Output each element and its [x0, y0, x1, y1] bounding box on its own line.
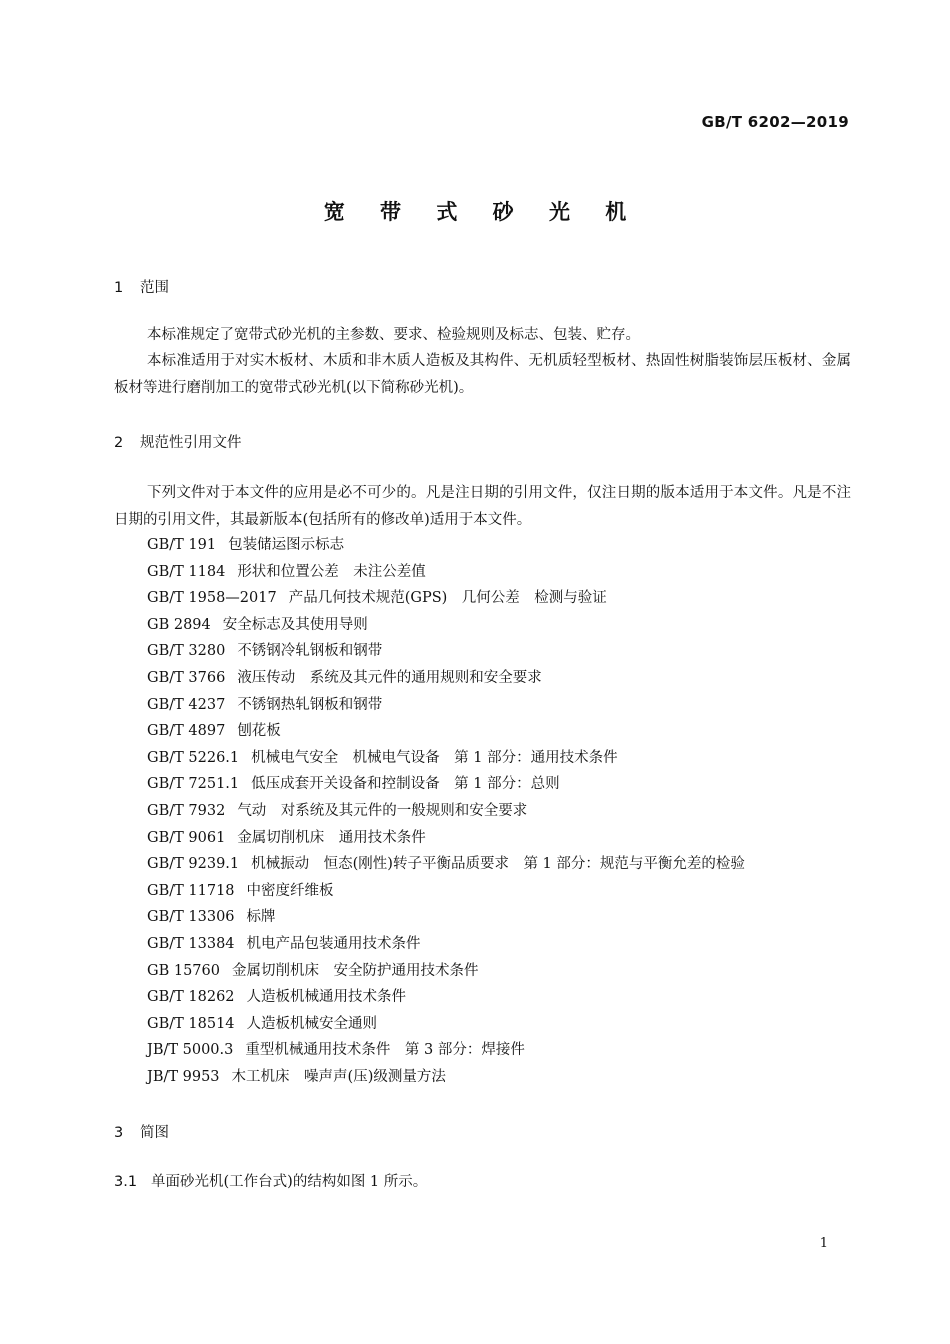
reference-code: GB/T 1184 [147, 563, 226, 580]
reference-item [147, 984, 745, 1011]
reference-code: GB/T 9061 [147, 829, 226, 846]
document-title: 宽 带 式 砂 光 机 [323, 200, 641, 224]
reference-title: 安全标志及其使用导则 [222, 616, 368, 633]
reference-code: GB/T 191 [147, 537, 217, 553]
clause-3-1 [114, 1170, 427, 1191]
reference-title: 机械振动 恒态(刚性)转子平衡品质要求 第 1 部分：规范与平衡允差的检验 [251, 856, 745, 873]
reference-code: GB/T 4897 [147, 723, 226, 740]
reference-title: 金属切削机床 安全防护通用技术条件 [231, 962, 479, 979]
section-1-heading [114, 276, 169, 297]
scope-paragraph-2: 本标准适用于对实木板材、木质和非木质人造板及其构件、无机质轻型板材、热固性树脂装饰层压板材、金属板材等进行磨削加工的宽带式砂光机(以下简称砂光机)。 [114, 353, 851, 396]
reference-item [147, 559, 745, 586]
reference-title: 中密度纤维板 [246, 882, 334, 899]
reference-item [147, 904, 745, 931]
section-title: 规范性引用文件 [140, 435, 242, 451]
reference-title: 不锈钢热轧钢板和钢带 [237, 696, 383, 713]
reference-title: 产品几何技术规范(GPS) 几何公差 检测与验证 [288, 590, 607, 607]
section-number: 1 [114, 280, 124, 296]
reference-title: 重型机械通用技术条件 第 3 部分：焊接件 [245, 1042, 525, 1059]
reference-item [147, 771, 745, 798]
section-3-heading [114, 1121, 169, 1142]
reference-code: GB/T 7251.1 [147, 776, 240, 793]
reference-item [147, 665, 745, 692]
clause-number: 3.1 [114, 1174, 138, 1190]
reference-code: GB/T 1958—2017 [147, 590, 277, 607]
reference-title: 机电产品包装通用技术条件 [246, 935, 421, 952]
reference-item [147, 931, 745, 958]
reference-code: GB/T 3766 [147, 669, 226, 686]
reference-item [147, 745, 745, 772]
reference-title: 人造板机械通用技术条件 [246, 989, 407, 1006]
section-2-heading [114, 431, 242, 452]
reference-item [147, 612, 745, 639]
clause-text: 单面砂光机(工作台式)的结构如图 1 所示。 [151, 1174, 428, 1190]
reference-code: JB/T 5000.3 [147, 1042, 234, 1059]
section-title: 简图 [140, 1125, 169, 1141]
reference-code: GB/T 9239.1 [147, 856, 240, 873]
reference-item [147, 1011, 745, 1038]
reference-list [147, 532, 745, 1090]
reference-title: 机械电气安全 机械电气设备 第 1 部分：通用技术条件 [251, 749, 618, 766]
standard-code: GB/T 6202—2019 [701, 113, 849, 131]
reference-title: 不锈钢冷轧钢板和钢带 [237, 643, 383, 660]
reference-item [147, 692, 745, 719]
reference-title: 低压成套开关设备和控制设备 第 1 部分：总则 [251, 776, 560, 793]
reference-title: 气动 对系统及其元件的一般规则和安全要求 [237, 802, 528, 819]
reference-code: JB/T 9953 [147, 1068, 220, 1085]
section-title: 范围 [140, 280, 169, 296]
reference-code: GB 15760 [147, 962, 220, 979]
reference-item [147, 798, 745, 825]
reference-title: 液压传动 系统及其元件的通用规则和安全要求 [237, 669, 542, 686]
reference-code: GB/T 7932 [147, 802, 226, 819]
reference-item [147, 958, 745, 985]
reference-item [147, 638, 745, 665]
reference-title: 人造板机械安全通则 [246, 1015, 378, 1032]
page-number: 1 [819, 1236, 828, 1251]
reference-title: 形状和位置公差 未注公差值 [237, 563, 426, 580]
reference-item [147, 718, 745, 745]
reference-item [147, 585, 745, 612]
reference-title: 金属切削机床 通用技术条件 [237, 829, 426, 846]
reference-title: 标牌 [246, 909, 276, 926]
scope-paragraph-1: 本标准规定了宽带式砂光机的主参数、要求、检验规则及标志、包装、贮存。 [147, 327, 640, 343]
reference-code: GB/T 13384 [147, 935, 235, 952]
section-number: 3 [114, 1125, 124, 1141]
reference-item [147, 1037, 745, 1064]
reference-item [147, 878, 745, 905]
reference-title: 包装储运图示标志 [228, 537, 345, 553]
reference-code: GB/T 13306 [147, 909, 235, 926]
reference-item [147, 532, 745, 559]
reference-title: 木工机床 噪声声(压)级测量方法 [231, 1068, 446, 1085]
reference-item [147, 825, 745, 852]
reference-item [147, 851, 745, 878]
normative-intro: 下列文件对于本文件的应用是必不可少的。凡是注日期的引用文件，仅注日期的版本适用于本文件。凡是不注日期的引用文件，其最新版本(包括所有的修改单)适用于本文件。 [114, 485, 851, 528]
reference-code: GB/T 5226.1 [147, 749, 240, 766]
section-number: 2 [114, 435, 124, 451]
reference-code: GB/T 4237 [147, 696, 226, 713]
reference-code: GB/T 11718 [147, 882, 235, 899]
reference-title: 刨花板 [237, 723, 281, 740]
reference-code: GB/T 3280 [147, 643, 226, 660]
reference-code: GB/T 18514 [147, 1015, 235, 1032]
reference-item [147, 1064, 745, 1091]
reference-code: GB 2894 [147, 616, 211, 633]
reference-code: GB/T 18262 [147, 989, 235, 1006]
